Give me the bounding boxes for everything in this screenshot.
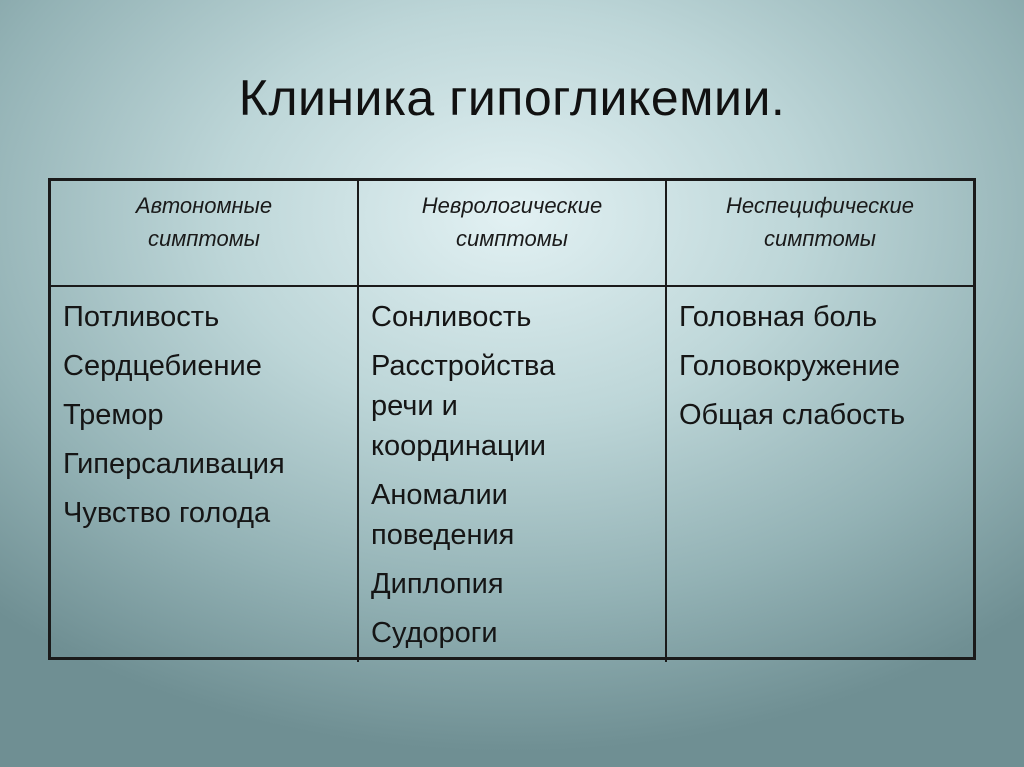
symptom-item: Тремор [63, 399, 164, 431]
symptom-item: Сердцебиение [63, 350, 262, 382]
symptom-item: Расстройства речи и координации [371, 350, 556, 462]
header-autonomic [51, 181, 359, 287]
slide-title: Клиника гипогликемии. [238, 70, 786, 126]
symptom-item: Головокружение [679, 350, 901, 382]
header-autonomic-label: Автономные симптомы [135, 193, 273, 251]
header-nonspecific-label: Неспецифические симптомы [726, 193, 914, 251]
symptom-item: Судороги [371, 617, 498, 649]
neurological-symptoms-list [371, 297, 655, 653]
nonspecific-symptoms-cell [667, 287, 973, 662]
neurological-symptoms-cell [359, 287, 667, 662]
header-nonspecific [667, 181, 973, 287]
header-neurological-label: Неврологические симптомы [421, 193, 603, 251]
autonomic-symptoms-list [63, 297, 347, 533]
symptom-item: Сонливость [371, 301, 532, 333]
symptom-item: Потливость [63, 301, 220, 333]
symptom-item: Чувство голода [63, 497, 271, 529]
autonomic-symptoms-cell [51, 287, 359, 662]
nonspecific-symptoms-list [679, 297, 963, 435]
symptom-item: Гиперсаливация [63, 448, 285, 480]
symptom-item: Головная боль [679, 301, 878, 333]
header-neurological [359, 181, 667, 287]
symptom-item: Общая слабость [679, 399, 906, 431]
symptom-item: Аномалии поведения [371, 479, 515, 551]
symptom-item: Диплопия [371, 568, 504, 600]
symptom-table [48, 178, 976, 660]
